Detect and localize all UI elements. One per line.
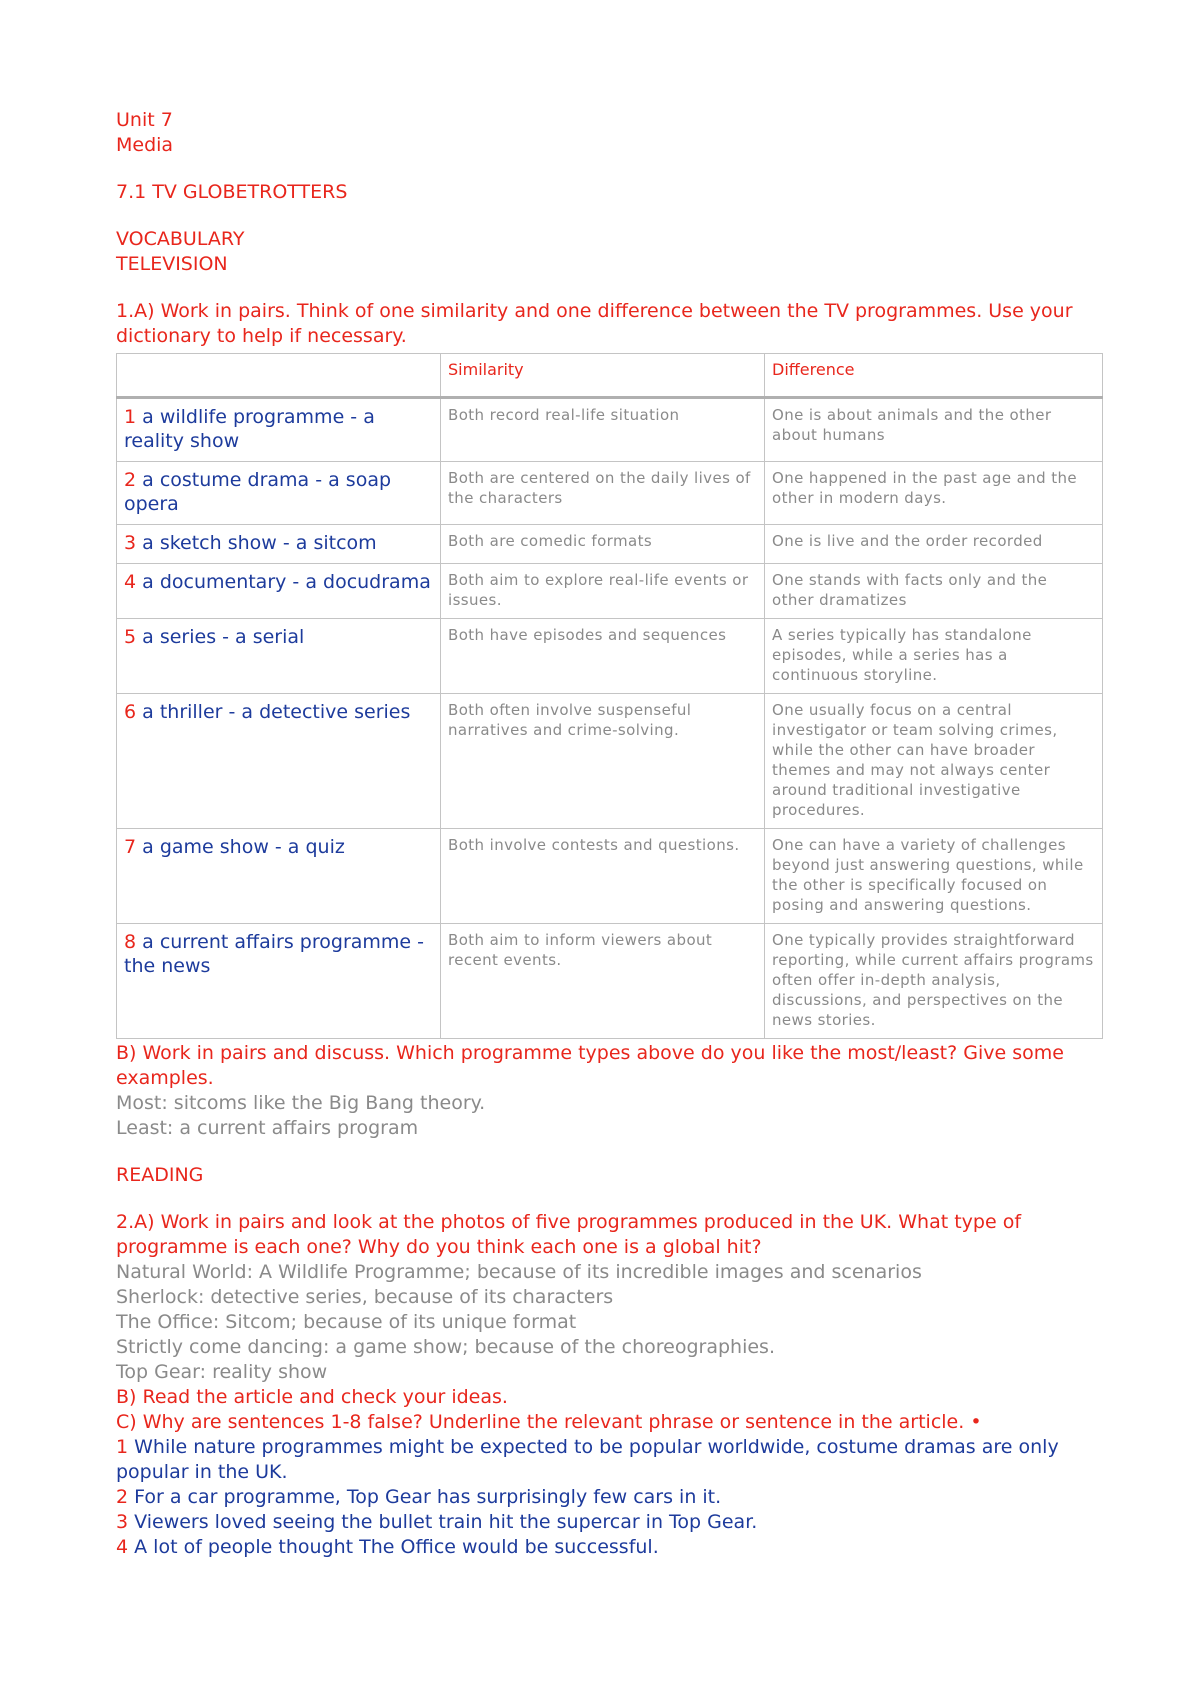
- false-sentence: [116, 1510, 1086, 1535]
- document-page: [116, 108, 1094, 1560]
- sentence-number: 2: [116, 1486, 129, 1508]
- similarity-cell: Both aim to inform viewers about recent events.: [441, 924, 765, 1039]
- sentence-number: 3: [116, 1511, 129, 1533]
- sentence-text: For a car programme, Top Gear has surprisingly few cars in it.: [134, 1486, 722, 1508]
- programme-pair-cell: [117, 619, 441, 694]
- programme-pair: a documentary - a docudrama: [142, 571, 431, 593]
- topic-label: Media: [116, 134, 174, 156]
- exercise-2c-instruction: C) Why are sentences 1-8 false? Underline the relevant phrase or sentence in the article. •: [116, 1411, 982, 1433]
- reading-answer: Strictly come dancing: a game show; because of the choreographies.: [116, 1336, 775, 1358]
- reading-answer: The Office: Sitcom; because of its unique format: [116, 1311, 577, 1333]
- comparison-table: [116, 353, 1103, 1039]
- row-number: 1: [124, 406, 137, 428]
- table-row: [117, 398, 1103, 462]
- exercise-2b-instruction: B) Read the article and check your ideas.: [116, 1386, 508, 1408]
- reading-answer: Natural World: A Wildlife Programme; because of its incredible images and scenarios: [116, 1261, 922, 1283]
- row-number: 5: [124, 626, 137, 648]
- similarity-cell: Both involve contests and questions.: [441, 829, 765, 924]
- reading-answer: Sherlock: detective series, because of its characters: [116, 1286, 614, 1308]
- row-number: 3: [124, 532, 137, 554]
- similarity-cell: Both aim to explore real-life events or issues.: [441, 564, 765, 619]
- answer-least: Least: a current affairs program: [116, 1117, 419, 1139]
- similarity-cell: Both are centered on the daily lives of the characters: [441, 462, 765, 525]
- difference-cell: One happened in the past age and the other in modern days.: [765, 462, 1103, 525]
- difference-cell: One usually focus on a central investigator or team solving crimes, while the other can have broader themes and may not always center around traditional investigative procedures.: [765, 694, 1103, 829]
- programme-pair: a series - a serial: [142, 626, 305, 648]
- difference-cell: A series typically has standalone episodes, while a series has a continuous storyline.: [765, 619, 1103, 694]
- programme-pair-cell: [117, 924, 441, 1039]
- exercise-2a-instruction: 2.A) Work in pairs and look at the photos of five programmes produced in the UK. What type of programme is each one? Why do you think each one is a global hit?: [116, 1211, 1022, 1258]
- lesson-title: 7.1 TV GLOBETROTTERS: [116, 181, 348, 203]
- difference-cell: One stands with facts only and the other dramatizes: [765, 564, 1103, 619]
- programme-pair: a sketch show - a sitcom: [142, 532, 377, 554]
- difference-cell: One typically provides straightforward reporting, while current affairs programs often offer in-depth analysis, discussions, and perspectives on the news stories.: [765, 924, 1103, 1039]
- answer-most: Most: sitcoms like the Big Bang theory.: [116, 1092, 486, 1114]
- column-header-empty: [117, 354, 441, 398]
- reading-answer: Top Gear: reality show: [116, 1361, 328, 1383]
- exercise-1b-instruction: B) Work in pairs and discuss. Which programme types above do you like the most/least? Give some examples.: [116, 1042, 1064, 1089]
- programme-pair-cell: [117, 564, 441, 619]
- unit-label: Unit 7: [116, 109, 173, 131]
- programme-pair: a costume drama - a soap opera: [124, 469, 392, 515]
- row-number: 4: [124, 571, 137, 593]
- programme-pair-cell: [117, 398, 441, 462]
- row-number: 2: [124, 469, 137, 491]
- row-number: 8: [124, 931, 137, 953]
- column-header-similarity: Similarity: [441, 354, 765, 398]
- programme-pair-cell: [117, 525, 441, 564]
- table-row: [117, 525, 1103, 564]
- programme-pair-cell: [117, 462, 441, 525]
- similarity-cell: Both are comedic formats: [441, 525, 765, 564]
- programme-pair-cell: [117, 829, 441, 924]
- row-number: 7: [124, 836, 137, 858]
- sentence-number: 1: [116, 1436, 129, 1458]
- similarity-cell: Both record real-life situation: [441, 398, 765, 462]
- table-row: [117, 564, 1103, 619]
- programme-pair: a current affairs programme - the news: [124, 931, 425, 977]
- section-vocabulary: VOCABULARY: [116, 228, 245, 250]
- exercise-1a-instruction: 1.A) Work in pairs. Think of one similarity and one difference between the TV programmes. Use your dictionary to help if necessary.: [116, 300, 1073, 347]
- column-header-difference: Difference: [765, 354, 1103, 398]
- row-number: 6: [124, 701, 137, 723]
- table-header-row: [117, 354, 1103, 398]
- difference-cell: One is live and the order recorded: [765, 525, 1103, 564]
- false-sentences: [116, 1435, 1086, 1560]
- false-sentence: [116, 1435, 1086, 1485]
- false-sentence: [116, 1485, 1086, 1510]
- programme-pair: a wildlife programme - a reality show: [124, 406, 375, 452]
- programme-pair: a game show - a quiz: [142, 836, 345, 858]
- difference-cell: One can have a variety of challenges beyond just answering questions, while the other is specifically focused on posing and answering questions.: [765, 829, 1103, 924]
- similarity-cell: Both have episodes and sequences: [441, 619, 765, 694]
- similarity-cell: Both often involve suspenseful narratives and crime-solving.: [441, 694, 765, 829]
- sentence-text: While nature programmes might be expected to be popular worldwide, costume dramas are only popular in the UK.: [116, 1436, 1059, 1483]
- section-television: TELEVISION: [116, 253, 228, 275]
- programme-pair-cell: [117, 694, 441, 829]
- table-row: [117, 924, 1103, 1039]
- sentence-text: A lot of people thought The Office would be successful.: [134, 1536, 659, 1558]
- table-body: [117, 398, 1103, 1039]
- table-row: [117, 462, 1103, 525]
- difference-cell: One is about animals and the other about humans: [765, 398, 1103, 462]
- table-row: [117, 829, 1103, 924]
- table-row: [117, 619, 1103, 694]
- sentence-text: Viewers loved seeing the bullet train hit the supercar in Top Gear.: [134, 1511, 758, 1533]
- table-row: [117, 694, 1103, 829]
- reading-title: READING: [116, 1164, 204, 1186]
- false-sentence: [116, 1535, 1086, 1560]
- sentence-number: 4: [116, 1536, 129, 1558]
- programme-pair: a thriller - a detective series: [142, 701, 411, 723]
- reading-answers: [116, 1260, 1086, 1385]
